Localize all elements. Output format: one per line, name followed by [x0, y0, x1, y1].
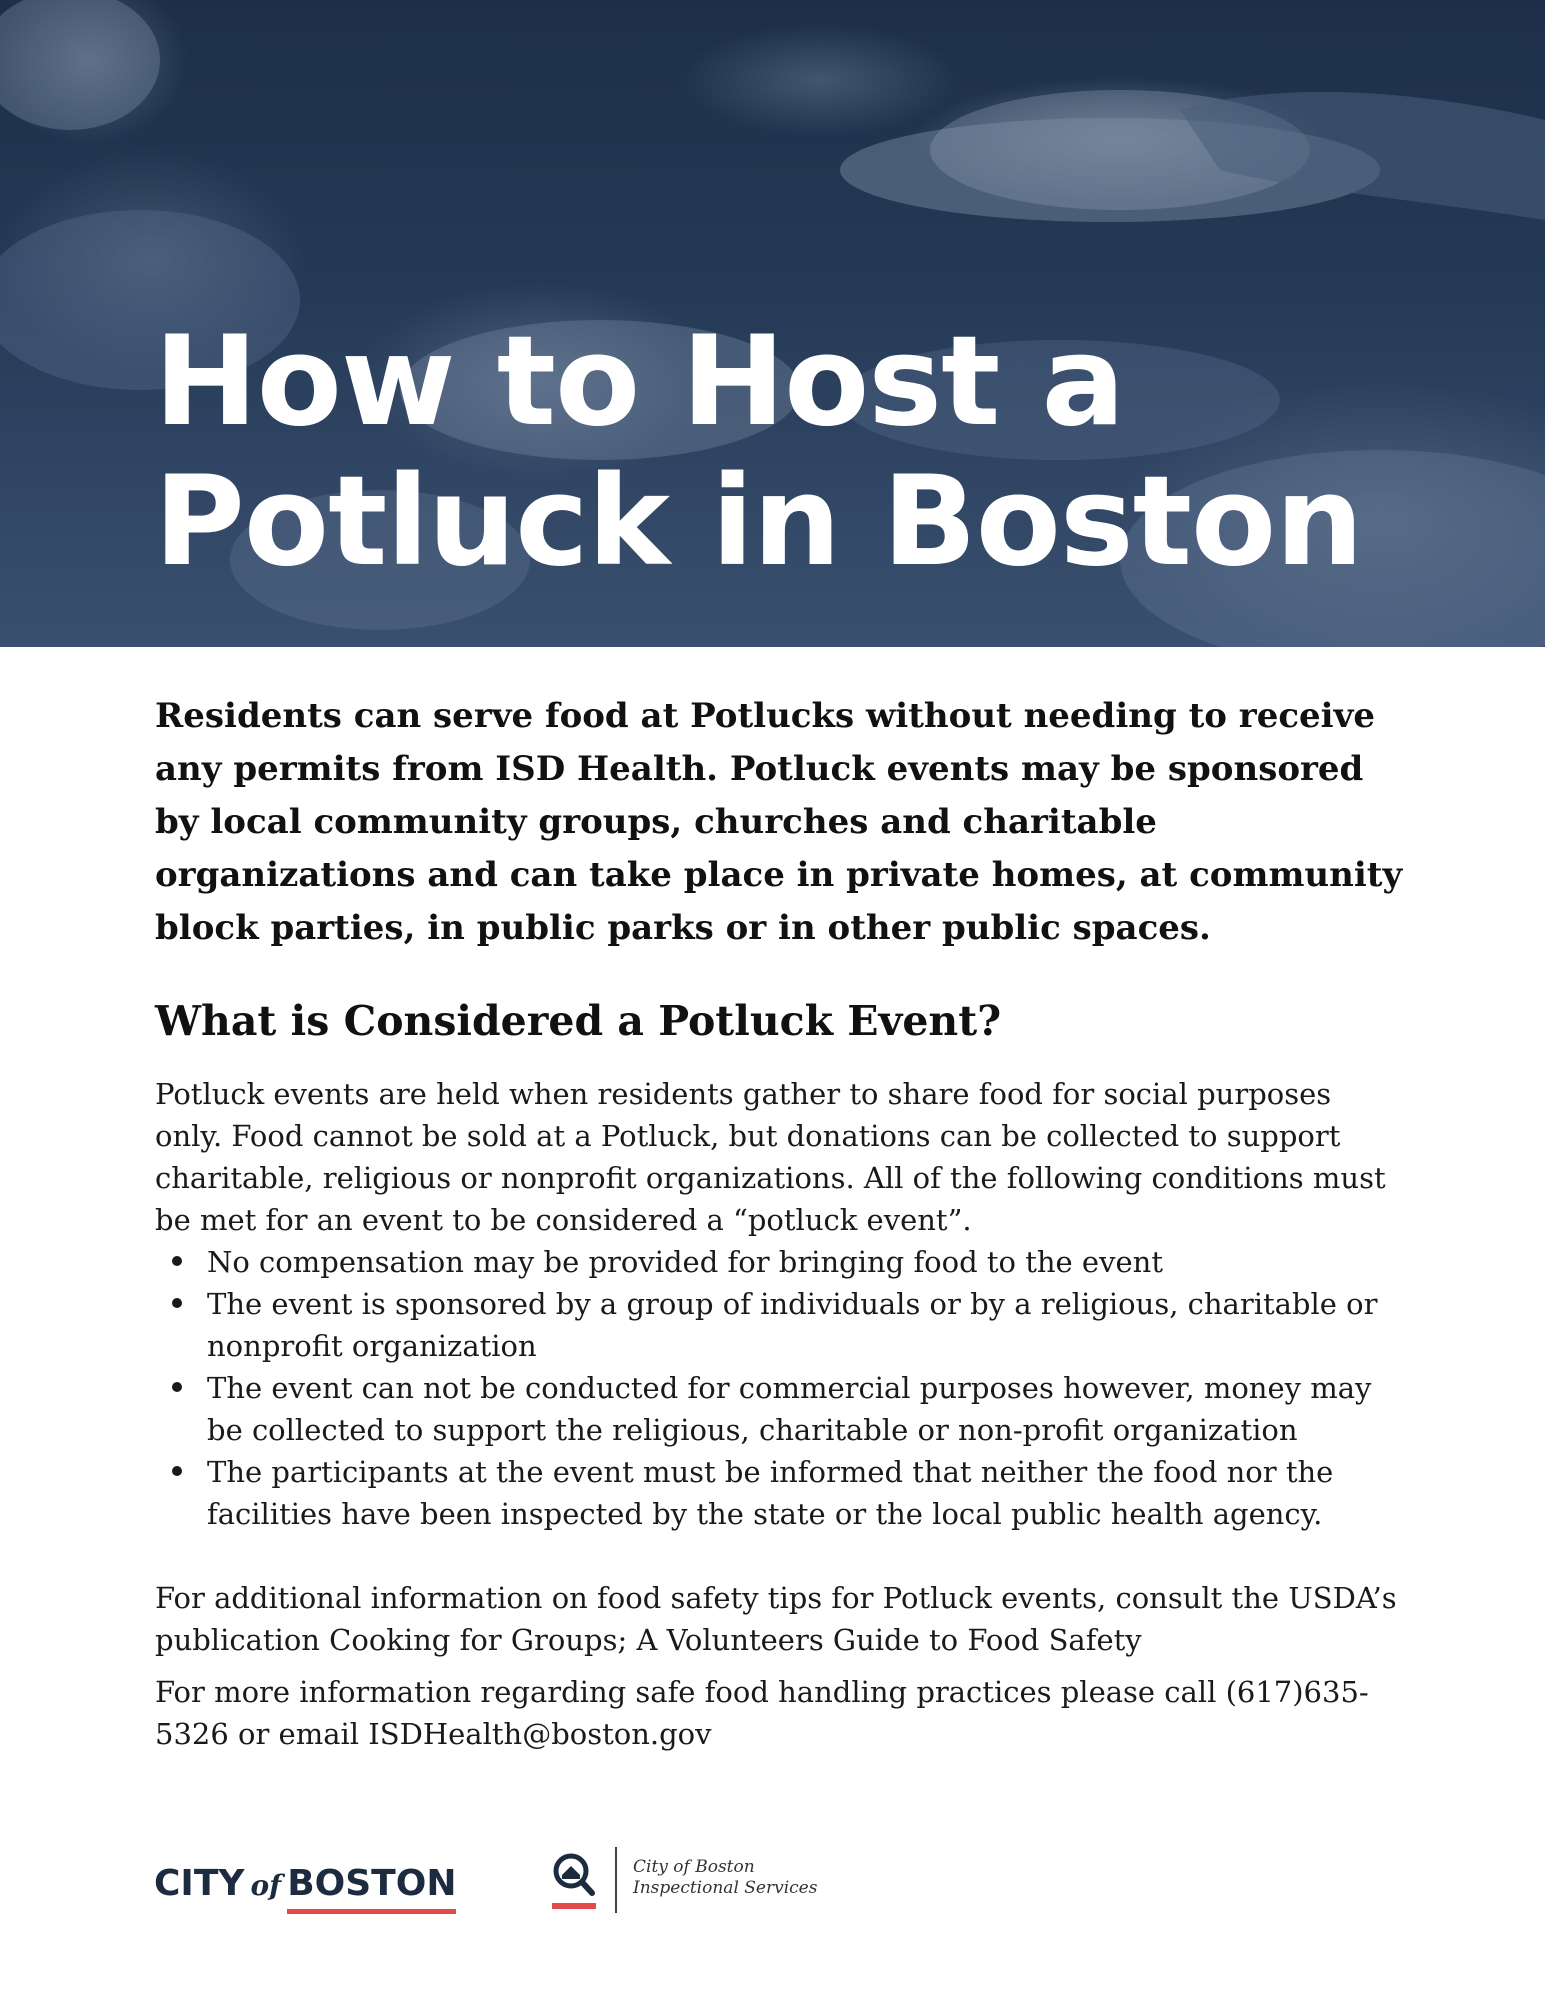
bullet-icon [172, 1256, 182, 1266]
logo-divider [615, 1847, 617, 1913]
logo-boston-text [287, 1863, 456, 1904]
title-line-1: How to Host a [154, 310, 1125, 454]
list-item-text: The event can not be conducted for commercial purposes however, money may be collected to support the religious, charitable or non-profit organization [207, 1371, 1372, 1447]
intro-paragraph: Residents can serve food at Potlucks without needing to receive any permits from ISD Health. Potluck events may be sponsored by local community groups, churches and charitable organizations and can take place in private homes, at community block parties, in public parks or in other public spaces. [155, 696, 1403, 948]
page-title [154, 312, 1514, 592]
list-item [155, 1241, 1405, 1283]
bullet-icon [172, 1298, 182, 1308]
hero-banner [0, 0, 1545, 647]
list-item-text: The event is sponsored by a group of individuals or by a religious, charitable or nonprofit organization [207, 1287, 1378, 1363]
inspectional-services-icon [549, 1851, 599, 1913]
city-of-boston-logo [154, 1863, 456, 1904]
list-item [155, 1451, 1405, 1535]
title-line-2: Potluck in Boston [154, 450, 1363, 594]
isd-logo-text [633, 1857, 817, 1899]
list-item [155, 1367, 1405, 1451]
conditions-list [155, 1241, 1405, 1535]
logo-city-text: CITY [154, 1863, 245, 1904]
footer [154, 1845, 854, 1955]
list-item-text: No compensation may be provided for bringing food to the event [207, 1245, 1163, 1279]
list-item [155, 1283, 1405, 1367]
isd-logo-line-2: Inspectional Services [633, 1878, 818, 1898]
main-content [155, 690, 1405, 1755]
isd-logo-line-1: City of Boston [633, 1857, 755, 1877]
bullet-icon [172, 1382, 182, 1392]
contact-info-text: For more information regarding safe food handling practices please call (617)635-5326 or email ISDHealth@boston.gov [155, 1675, 1369, 1751]
list-item-text: The participants at the event must be informed that neither the food nor the facilities have been inspected by the state or the local public health agency. [207, 1455, 1334, 1531]
section-heading: What is Considered a Potluck Event? [155, 997, 1002, 1045]
logo-of-text: of [250, 1869, 282, 1902]
section-body: Potluck events are held when residents gather to share food for social purposes only. Food cannot be sold at a Potluck, but donations can be collected to support charitable, religious or nonprofit organizations. All of the following conditions must be met for an event to be considered a “potluck event”. [155, 1077, 1386, 1237]
logo-red-underline [287, 1909, 456, 1914]
usda-info-text: For additional information on food safety tips for Potluck events, consult the USDA’s publication Cooking for Groups; A Volunteers Guide to Food Safety [155, 1581, 1397, 1657]
logo-boston-word: BOSTON [287, 1863, 457, 1904]
bullet-icon [172, 1466, 182, 1476]
